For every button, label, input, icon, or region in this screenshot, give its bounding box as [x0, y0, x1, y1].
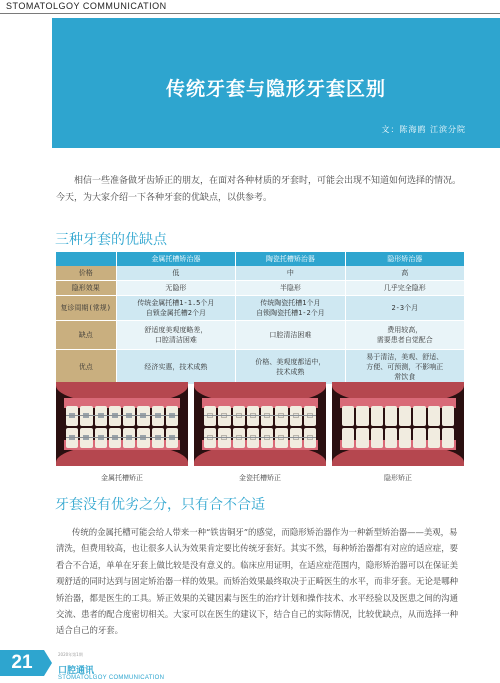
tooth [342, 428, 354, 448]
photo-captions [56, 473, 464, 485]
caption-invisible: 隐形矫正 [384, 474, 412, 482]
lower-teeth [342, 428, 454, 448]
tooth [413, 406, 425, 426]
tooth [399, 406, 411, 426]
tooth [442, 428, 454, 448]
arch-wire [66, 437, 178, 438]
tooth [247, 428, 259, 448]
table-row [56, 350, 464, 385]
journal-brand: 口腔通讯 [58, 666, 95, 676]
table-header-row [56, 252, 464, 266]
article-title: 传统牙套与隐形牙套区别 [165, 78, 386, 100]
tooth [137, 428, 149, 448]
tooth [166, 428, 178, 448]
row-label: 缺点 [56, 321, 116, 350]
caption-ceramic: 金瓷托槽矫正 [239, 474, 281, 482]
tooth [109, 428, 121, 448]
page-footer [0, 650, 500, 683]
table-cell: 2-3个月 [345, 296, 464, 321]
table-cell: 高 [345, 266, 464, 281]
tooth [123, 428, 135, 448]
tooth [233, 406, 245, 426]
tooth [204, 428, 216, 448]
tooth [428, 428, 440, 448]
table-cell: 几乎完全隐形 [345, 281, 464, 296]
tooth [123, 406, 135, 426]
tooth [80, 428, 92, 448]
tooth [371, 428, 383, 448]
journal-name: STOMATOLGOY COMMUNICATION [6, 1, 167, 11]
tooth [442, 406, 454, 426]
table-cell: 低 [116, 266, 236, 281]
table-row [56, 266, 464, 281]
ceramic-braces-photo [194, 382, 326, 466]
table-row [56, 321, 464, 350]
row-label: 优点 [56, 350, 116, 385]
page-number: 21 [0, 650, 44, 676]
tooth [356, 406, 368, 426]
tooth [356, 428, 368, 448]
metal-braces-photo [56, 382, 188, 466]
row-label: 复诊周期(常规) [56, 296, 116, 321]
table-cell: 半隐形 [236, 281, 345, 296]
tooth [290, 428, 302, 448]
arch-wire [66, 415, 178, 416]
journal-english: STOMATOLGOY COMMUNICATION [58, 675, 165, 681]
tooth [109, 406, 121, 426]
tooth [261, 428, 273, 448]
tooth [166, 406, 178, 426]
tooth [385, 406, 397, 426]
tooth [204, 406, 216, 426]
tooth [152, 406, 164, 426]
row-label: 隐形效果 [56, 281, 116, 296]
caption-metal: 金属托槽矫正 [101, 474, 143, 482]
table-cell: 经济实惠，技术成熟 [116, 350, 236, 385]
tooth [66, 406, 78, 426]
tooth [218, 406, 230, 426]
lower-teeth [204, 428, 316, 448]
tooth [371, 406, 383, 426]
title-banner [52, 18, 500, 148]
table-header-ceramic: 陶瓷托槽矫治器 [236, 252, 345, 266]
arch-wire [204, 437, 316, 438]
upper-teeth [204, 406, 316, 426]
tooth [385, 428, 397, 448]
tooth [304, 428, 316, 448]
tooth [233, 428, 245, 448]
upper-teeth [66, 406, 178, 426]
table-header-metal: 金属托槽矫治器 [116, 252, 236, 266]
article-byline: 文：陈海鸥 江滨分院 [381, 125, 466, 134]
section-heading-suitability: 牙套没有优劣之分，只有合不合适 [55, 497, 265, 513]
tooth [275, 428, 287, 448]
header-rule [0, 13, 500, 14]
invisible-aligner-photo [332, 382, 464, 466]
intro-paragraph: 相信一些准备做牙齿矫正的朋友，在面对各种材质的牙套时，可能会出现不知道如何选择的情况。今天，为大家介绍一下各种牙套的优缺点，以供参考。 [56, 176, 462, 203]
tooth [66, 428, 78, 448]
tooth [95, 406, 107, 426]
table-cell: 费用较高， 需要患者自觉配合 [345, 321, 464, 350]
tooth [290, 406, 302, 426]
tooth [261, 406, 273, 426]
tooth [218, 428, 230, 448]
issue-label: 2020年第1期 [58, 652, 83, 657]
arch-wire [204, 415, 316, 416]
table-header-blank [56, 252, 116, 266]
lower-teeth [66, 428, 178, 448]
table-cell: 口腔清洁困难 [236, 321, 345, 350]
tooth [399, 428, 411, 448]
table-row [56, 281, 464, 296]
tooth [137, 406, 149, 426]
table-header-invisible: 隐形矫治器 [345, 252, 464, 266]
upper-teeth [342, 406, 454, 426]
table-cell: 无隐形 [116, 281, 236, 296]
section-heading-pros-cons: 三种牙套的优缺点 [55, 232, 167, 248]
table-row [56, 296, 464, 321]
row-label: 价格 [56, 266, 116, 281]
table-cell: 传统金属托槽1-1.5个月 自锁金属托槽2个月 [116, 296, 236, 321]
tooth [413, 428, 425, 448]
tooth [152, 428, 164, 448]
tooth [428, 406, 440, 426]
table-cell: 易于清洁，美观、舒适、 方便、可预测，不影响正 常饮食 [345, 350, 464, 385]
running-header [0, 0, 500, 14]
table-cell: 中 [236, 266, 345, 281]
tooth [95, 428, 107, 448]
comparison-table [56, 252, 464, 385]
braces-photos [56, 382, 464, 466]
table-cell: 价格、美观度都适中， 技术成熟 [236, 350, 345, 385]
body-paragraph: 传统的金属托槽可能会给人带来一种“铁齿铜牙”的感觉，而隐形矫治器作为一种新型矫治器——美观，易清洗，但费用较高，也让很多人认为效果肯定要比传统牙套好。其实不然，每种矫治器都有对应的适应症，要看合不合适，单单在牙套上做比较是没有意义的。临床应用证明，在适应症范围内，隐形矫治器可以在保证美观舒适的同时达到与固定矫治器一样的效果。而矫治效果最终取决于正畸医生的水平，而非牙套。无论是哪种矫治器，都是医生的工具。矫正效果的关键因素与医生的治疗计划和操作技术、水平经验以及医患之间的沟通交流、患者的配合度密切相关。大家可以在医生的建议下，结合自己的实际情况，比较优缺点，从而选择一种适合自己的牙套。 [56, 527, 458, 636]
table-cell: 传统陶瓷托槽1个月 自锁陶瓷托槽1-2个月 [236, 296, 345, 321]
tooth [275, 406, 287, 426]
tooth [342, 406, 354, 426]
tooth [247, 406, 259, 426]
tooth [304, 406, 316, 426]
table-cell: 舒适度美观度略差， 口腔清洁困难 [116, 321, 236, 350]
tooth [80, 406, 92, 426]
